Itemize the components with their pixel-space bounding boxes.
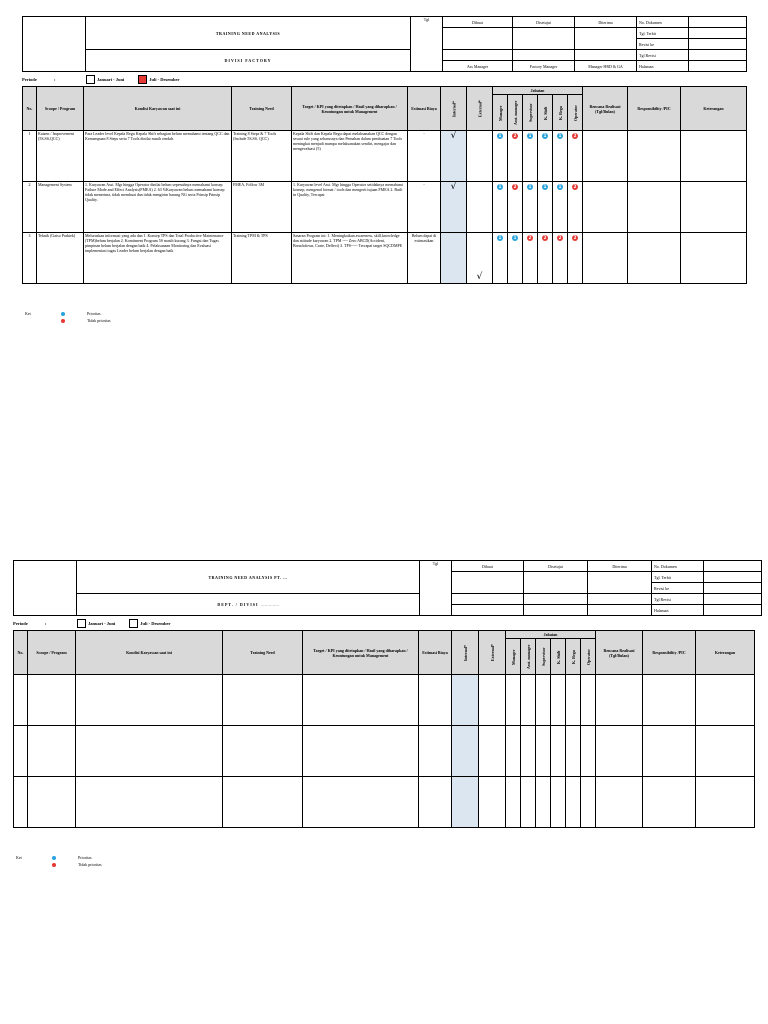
disetujui-header: Disetujui	[524, 561, 588, 572]
tidak-prioritas-dot-icon: 2	[528, 235, 532, 240]
internal-check-icon: √	[450, 182, 457, 192]
table-row	[23, 182, 747, 233]
col-target: Target / KPI yang ditetapkan / Hasil yang diharapkan / Keuntungan untuk Management	[303, 631, 419, 675]
division-subtitle: DIVISI FACTORY	[86, 50, 411, 72]
empty-cell[interactable]	[479, 777, 506, 828]
disetujui-sign[interactable]	[524, 572, 588, 594]
empty-cell[interactable]	[452, 726, 479, 777]
empty-cell[interactable]	[506, 726, 521, 777]
dibuat-date[interactable]	[443, 50, 513, 61]
row-jabatan-1[interactable]	[508, 182, 523, 233]
row-estimasi: -	[408, 131, 441, 182]
signer-3[interactable]	[588, 605, 652, 616]
prioritas-dot-icon: 1	[528, 133, 532, 138]
empty-cell[interactable]	[506, 675, 521, 726]
subtitle-dots: …………..	[260, 602, 279, 607]
row-jabatan-3[interactable]	[538, 233, 553, 284]
periode-row	[22, 72, 746, 86]
tgl-revisi-value[interactable]	[704, 594, 762, 605]
empty-cell[interactable]	[14, 777, 28, 828]
col-pic: Responsibility /PIC	[628, 87, 681, 131]
empty-cell[interactable]	[223, 675, 303, 726]
row-jabatan-0[interactable]	[493, 233, 508, 284]
checkbox-jul-des[interactable]	[138, 75, 147, 84]
empty-cell[interactable]	[303, 726, 419, 777]
legend-prioritas: Prioritas	[78, 855, 92, 860]
col-asst-manager: Asst. manager	[521, 639, 536, 675]
document-title: TRAINING NEED ANALYSIS	[86, 17, 411, 50]
row-pic[interactable]	[628, 182, 681, 233]
prioritas-dot-icon: 1	[543, 133, 547, 138]
empty-cell[interactable]	[566, 726, 581, 777]
periode-option-jul-des[interactable]	[138, 75, 179, 84]
tidak-prioritas-dot-icon	[61, 319, 65, 323]
row-keterangan[interactable]	[681, 233, 747, 284]
row-no: 1	[23, 131, 37, 182]
empty-cell[interactable]	[521, 777, 536, 828]
row-kondisi: Para Leader level Kepala Regu Kepala Shift sebagian belum memahami tentang QCC dan Kemampuan 8 Steps serta 7 Tools dinilai masih rendah.	[84, 131, 232, 182]
disetujui-sign[interactable]	[513, 28, 575, 50]
empty-cell[interactable]	[566, 675, 581, 726]
empty-cell[interactable]	[303, 777, 419, 828]
legend-prioritas: Prioritas	[87, 311, 101, 316]
empty-cell[interactable]	[14, 675, 28, 726]
col-manager: Manager	[506, 639, 521, 675]
periode-option-jul-des[interactable]	[129, 619, 170, 628]
col-no: No.	[14, 631, 28, 675]
empty-cell[interactable]	[28, 726, 76, 777]
diterima-sign[interactable]	[575, 28, 637, 50]
diterima-date[interactable]	[575, 50, 637, 61]
prioritas-dot-icon	[61, 312, 65, 316]
tidak-prioritas-dot-icon: 2	[573, 235, 577, 240]
checkbox-jan-jun[interactable]	[77, 619, 86, 628]
row-scope: Teknik (Gaiso Praktek)	[37, 233, 84, 284]
dibuat-header: Dibuat	[443, 17, 513, 28]
empty-cell[interactable]	[581, 726, 596, 777]
disetujui-header: Disetujui	[513, 17, 575, 28]
tidak-prioritas-dot-icon: 2	[513, 184, 517, 189]
table-row	[23, 233, 747, 284]
terbit-value[interactable]	[704, 572, 762, 583]
halaman-label: Halaman	[652, 605, 704, 616]
col-manager: Manager	[493, 95, 508, 131]
col-no: No.	[23, 87, 37, 131]
row-rencana[interactable]	[583, 131, 628, 182]
empty-cell[interactable]	[643, 777, 696, 828]
prioritas-dot-icon	[52, 856, 56, 860]
option-label: Januari - Juni	[88, 620, 116, 626]
empty-cell[interactable]	[536, 726, 551, 777]
col-supervisor: Supervisor	[536, 639, 551, 675]
tna-table	[22, 86, 747, 284]
revisi-label: Revisi ke	[652, 583, 704, 594]
legend	[16, 854, 102, 868]
col-supervisor: Supervisor	[523, 95, 538, 131]
date-column: Tgl	[411, 17, 443, 72]
row-jabatan-0[interactable]	[493, 182, 508, 233]
row-no: 3	[23, 233, 37, 284]
col-internal: Internal*	[452, 631, 479, 675]
empty-cell[interactable]	[581, 675, 596, 726]
col-external: External*	[467, 87, 493, 131]
periode-colon: :	[54, 76, 56, 82]
external-check-icon: √	[476, 271, 483, 282]
prioritas-dot-icon: 1	[498, 235, 502, 240]
row-keterangan[interactable]	[681, 131, 747, 182]
row-scope: Management System	[37, 182, 84, 233]
row-rencana[interactable]	[583, 182, 628, 233]
col-pic: Responsibility /PIC	[643, 631, 696, 675]
empty-cell[interactable]	[419, 777, 452, 828]
row-jabatan-4[interactable]	[553, 233, 568, 284]
dibuat-header: Dibuat	[452, 561, 524, 572]
disetujui-date[interactable]	[513, 50, 575, 61]
empty-cell[interactable]	[76, 777, 223, 828]
disetujui-date[interactable]	[524, 594, 588, 605]
empty-cell[interactable]	[536, 777, 551, 828]
row-target: Sasaran Program ini: 1. Meningkatkan awareness, skill,knowledge dan attitude karyawan 2. TPM ---- Zero ABCD(Accident, Breackdown, Crate, Deffect) 3. TPS----- Tercapai target SQCDMPE	[292, 233, 408, 284]
col-scope: Scoope / Program	[37, 87, 84, 131]
col-estimasi: Estimasi Biaya	[419, 631, 452, 675]
empty-cell[interactable]	[76, 675, 223, 726]
table-row	[14, 675, 755, 726]
row-jabatan-3[interactable]	[538, 131, 553, 182]
prioritas-dot-icon: 1	[498, 133, 502, 138]
empty-cell[interactable]	[506, 777, 521, 828]
legend-ket: Ket	[16, 855, 22, 860]
col-training: Training Need	[223, 631, 303, 675]
revisi-value[interactable]	[689, 39, 747, 50]
internal-check-icon: √	[450, 131, 457, 141]
date-column: Tgl	[420, 561, 452, 616]
empty-cell[interactable]	[596, 777, 643, 828]
col-asst-manager: Asst. manager	[508, 95, 523, 131]
halaman-value[interactable]	[704, 605, 762, 616]
col-jabatan: Jabatan	[506, 631, 596, 639]
empty-cell[interactable]	[596, 726, 643, 777]
empty-cell[interactable]	[223, 777, 303, 828]
row-internal[interactable]	[441, 131, 467, 182]
tgl-revisi-value[interactable]	[689, 50, 747, 61]
periode-row	[13, 616, 754, 630]
signer-hrd-manager: Manager HRD & GA	[575, 61, 637, 72]
empty-cell[interactable]	[521, 675, 536, 726]
row-keterangan[interactable]	[681, 182, 747, 233]
col-kshift: K. Shift	[551, 639, 566, 675]
col-jabatan: Jabatan	[493, 87, 583, 95]
tidak-prioritas-dot-icon: 2	[558, 235, 562, 240]
tidak-prioritas-dot-icon: 2	[573, 184, 577, 189]
document-title: TRAINING NEED ANALYSIS PT. ...	[77, 561, 420, 594]
logo-cell	[14, 561, 77, 616]
col-rencana: Rencana Realisasi (Tgl/Bulan)	[583, 87, 628, 131]
header-table	[13, 560, 762, 616]
terbit-label: Tgl. Terbit	[652, 572, 704, 583]
header-table	[22, 16, 747, 72]
row-jabatan-5[interactable]	[568, 131, 583, 182]
row-training: Training 8 Steps & 7 Tools (Include 5S,SS, QCC)	[232, 131, 292, 182]
empty-cell[interactable]	[581, 777, 596, 828]
row-external[interactable]	[467, 182, 493, 233]
col-target: Target / KPI yang ditetapkan / Hasil yang diharapkan / Keuntungan untuk Management	[292, 87, 408, 131]
tgl-revisi-label: Tgl Revisi	[652, 594, 704, 605]
col-kondisi: Kondisi Karyawan saat ini	[84, 87, 232, 131]
table-row	[14, 726, 755, 777]
row-no: 2	[23, 182, 37, 233]
empty-cell[interactable]	[551, 777, 566, 828]
diterima-date[interactable]	[588, 594, 652, 605]
col-operator: Operator	[581, 639, 596, 675]
empty-cell[interactable]	[551, 726, 566, 777]
col-scope: Scoope / Program	[28, 631, 76, 675]
prioritas-dot-icon: 1	[513, 235, 517, 240]
periode-label: Periode	[22, 76, 37, 82]
legend-tidak-prioritas: Tidak prioritas	[87, 318, 111, 323]
legend	[25, 310, 111, 324]
row-jabatan-4[interactable]	[553, 131, 568, 182]
empty-cell[interactable]	[452, 675, 479, 726]
periode-colon: :	[45, 620, 47, 626]
row-jabatan-1[interactable]	[508, 233, 523, 284]
logo-cell	[23, 17, 86, 72]
row-kondisi: Meluruskan informasi yang ada dan 1. Konsep TPS dan Total Productive Maintenance (TPM)belum berjalan 2. Komitment Program 5S masih kurang 3. Fungsi dan Tugas pimpinan belum berjalan dengan baik 4. Pelaksanaan Monitoring dan Evaluasi implementasi tugas Leader belum berjalan dengan baik	[84, 233, 232, 284]
col-rencana: Rencana Realisasi (Tgl/Bulan)	[596, 631, 643, 675]
col-kregu: K. Regu	[566, 639, 581, 675]
col-external: External*	[479, 631, 506, 675]
row-jabatan-4[interactable]	[553, 182, 568, 233]
division-subtitle	[77, 594, 420, 616]
row-jabatan-5[interactable]	[568, 182, 583, 233]
terbit-value[interactable]	[689, 28, 747, 39]
diterima-sign[interactable]	[588, 572, 652, 594]
row-jabatan-1[interactable]	[508, 131, 523, 182]
empty-cell[interactable]	[566, 777, 581, 828]
col-keterangan: Keterangan	[681, 87, 747, 131]
row-pic[interactable]	[628, 233, 681, 284]
empty-cell[interactable]	[419, 726, 452, 777]
dibuat-sign[interactable]	[443, 28, 513, 50]
option-label: Januari - Juni	[97, 76, 125, 82]
doc-no-value[interactable]	[704, 561, 762, 572]
row-estimasi: -	[408, 182, 441, 233]
revisi-label: Revisi ke	[637, 39, 689, 50]
row-external[interactable]	[467, 131, 493, 182]
empty-cell[interactable]	[536, 675, 551, 726]
prioritas-dot-icon: 1	[558, 184, 562, 189]
diterima-header: Diterima	[575, 17, 637, 28]
tidak-prioritas-dot-icon	[52, 863, 56, 867]
empty-cell[interactable]	[521, 726, 536, 777]
col-operator: Operator	[568, 95, 583, 131]
periode-option-jan-jun[interactable]	[77, 619, 115, 628]
table-row	[14, 777, 755, 828]
col-internal: Internal*	[441, 87, 467, 131]
revisi-value[interactable]	[704, 583, 762, 594]
dibuat-sign[interactable]	[452, 572, 524, 594]
signer-2[interactable]	[524, 605, 588, 616]
periode-option-jan-jun[interactable]	[86, 75, 124, 84]
empty-cell[interactable]	[696, 726, 755, 777]
col-kregu: K. Regu	[553, 95, 568, 131]
checkbox-jan-jun[interactable]	[86, 75, 95, 84]
sheet-filled	[22, 16, 746, 323]
row-jabatan-2[interactable]	[523, 233, 538, 284]
doc-no-label: No. Dokumen	[637, 17, 689, 28]
signer-1[interactable]	[452, 605, 524, 616]
diterima-header: Diterima	[588, 561, 652, 572]
tidak-prioritas-dot-icon: 2	[543, 235, 547, 240]
row-scope: Kaizen / Improvement (5S,SS,QCC)	[37, 131, 84, 182]
empty-cell[interactable]	[28, 675, 76, 726]
legend-tidak-prioritas: Tidak prioritas	[78, 862, 102, 867]
halaman-label: Halaman	[637, 61, 689, 72]
empty-cell[interactable]	[76, 726, 223, 777]
empty-cell[interactable]	[14, 726, 28, 777]
prioritas-dot-icon: 1	[528, 184, 532, 189]
col-kshift: K. Shift	[538, 95, 553, 131]
checkbox-jul-des[interactable]	[129, 619, 138, 628]
empty-cell[interactable]	[643, 675, 696, 726]
empty-cell[interactable]	[303, 675, 419, 726]
sheet-template	[13, 560, 754, 867]
row-estimasi: Belum dapat di estimasikan	[408, 233, 441, 284]
subtitle-text: DEPT. / DIVISI	[217, 602, 259, 607]
row-training: Training TPM & TPS	[232, 233, 292, 284]
row-pic[interactable]	[628, 131, 681, 182]
doc-no-label: No. Dokumen	[652, 561, 704, 572]
doc-no-value[interactable]	[689, 17, 747, 28]
tna-table-empty	[13, 630, 755, 828]
row-internal[interactable]	[441, 233, 467, 284]
tgl-revisi-label: Tgl Revisi	[637, 50, 689, 61]
tidak-prioritas-dot-icon: 2	[513, 133, 517, 138]
prioritas-dot-icon: 1	[558, 133, 562, 138]
empty-cell[interactable]	[479, 675, 506, 726]
signer-ass-manager: Ass Manager	[443, 61, 513, 72]
empty-cell[interactable]	[28, 777, 76, 828]
terbit-label: Tgl. Terbit	[637, 28, 689, 39]
periode-label: Periode	[13, 620, 28, 626]
col-estimasi: Estimasi Biaya	[408, 87, 441, 131]
row-external[interactable]	[467, 233, 493, 284]
empty-cell[interactable]	[479, 726, 506, 777]
row-jabatan-2[interactable]	[523, 131, 538, 182]
empty-cell[interactable]	[696, 675, 755, 726]
empty-cell[interactable]	[223, 726, 303, 777]
halaman-value[interactable]	[689, 61, 747, 72]
col-training: Training Need	[232, 87, 292, 131]
col-kondisi: Kondisi Karyawan saat ini	[76, 631, 223, 675]
empty-cell[interactable]	[643, 726, 696, 777]
prioritas-dot-icon: 1	[543, 184, 547, 189]
row-target: Kepala Shift dan Kepala Regu dapat melaksanakan QCC dengan sesuai rule yang seharusnya dan Pemahan dalam pembuatan 7 Tools meningkat menjadi mampu melaksanakan sendiri, mengajar dan mengevaluasi (5)	[292, 131, 408, 182]
empty-cell[interactable]	[596, 675, 643, 726]
row-jabatan-3[interactable]	[538, 182, 553, 233]
row-rencana[interactable]	[583, 233, 628, 284]
empty-cell[interactable]	[419, 675, 452, 726]
empty-cell[interactable]	[452, 777, 479, 828]
option-label: Juli - Desember	[149, 76, 180, 82]
option-label: Juli - Desember	[140, 620, 171, 626]
signer-factory-manager: Factory Manager	[513, 61, 575, 72]
tidak-prioritas-dot-icon: 2	[573, 133, 577, 138]
row-internal[interactable]	[441, 182, 467, 233]
row-target: 1. Karyawan level Asst. Mgr hingga Operator setidaknya memahami konsep, mengenal format / tools dan mengerti tujuan FMEA 2. Built in Quality, Tercapai	[292, 182, 408, 233]
row-kondisi: 1. Karyawan Asst. Mgr hingga Operator dinilai belum sepenuhnya memahami konsep Failure Mode and Effect Analysis(FMEA) 2. 63 %Karyawan belum memahami konsep tidak menerima, tidak membuat dan tidak mengirim barang NG serta Prinsip Prinsip Quality.	[84, 182, 232, 233]
dibuat-date[interactable]	[452, 594, 524, 605]
row-jabatan-5[interactable]	[568, 233, 583, 284]
legend-ket: Ket	[25, 311, 31, 316]
row-training: FMEA, Follow 3M	[232, 182, 292, 233]
table-row	[23, 131, 747, 182]
empty-cell[interactable]	[696, 777, 755, 828]
prioritas-dot-icon: 1	[498, 184, 502, 189]
row-jabatan-0[interactable]	[493, 131, 508, 182]
row-jabatan-2[interactable]	[523, 182, 538, 233]
empty-cell[interactable]	[551, 675, 566, 726]
col-keterangan: Keterangan	[696, 631, 755, 675]
